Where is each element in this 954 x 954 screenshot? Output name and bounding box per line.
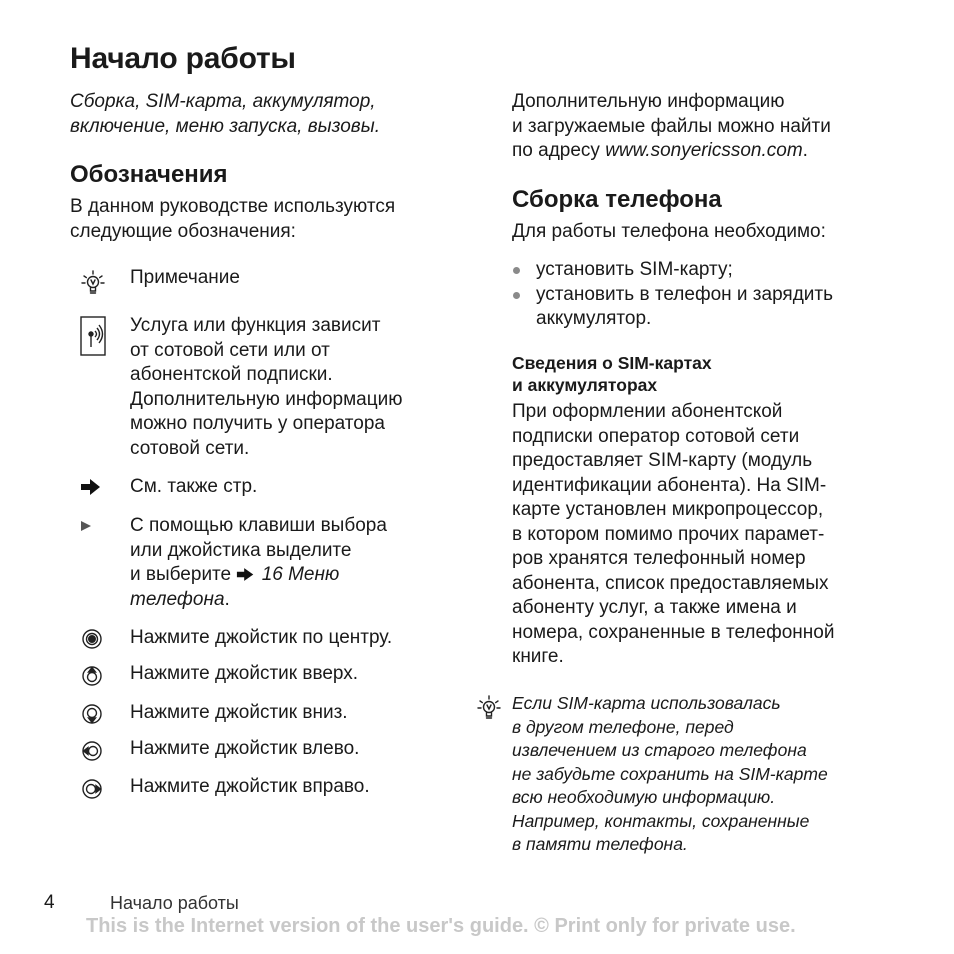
punctuation: .	[802, 140, 808, 161]
joystick-down-icon	[78, 699, 108, 729]
legend-line: Дополнительную информацию	[130, 388, 403, 410]
lightbulb-icon	[474, 693, 504, 723]
paragraph-line: ров хранятся телефонный номер	[512, 548, 806, 569]
footer-section-title: Начало работы	[110, 893, 239, 913]
legend-line: можно получить у оператора	[130, 413, 385, 434]
section-heading-assembly: Сборка телефона	[512, 186, 722, 213]
legend-item-up	[130, 662, 460, 687]
paragraph-line: в котором помимо прочих парамет-	[512, 523, 825, 545]
paragraph-line: карте установлен микропроцессор,	[512, 499, 824, 520]
watermark: This is the Internet version of the user's guide. © Print only for private use.	[86, 915, 796, 937]
subheading-sim-battery	[512, 352, 712, 396]
legend-label: Нажмите джойстик вправо.	[130, 776, 370, 797]
info-line: и загружаемые файлы можно найти	[512, 115, 831, 137]
intro-line: следующие обозначения:	[70, 220, 296, 242]
paragraph-line: идентификации абонента). На SIM-	[512, 474, 827, 496]
paragraph-line: абонента, список предоставляемых	[512, 572, 829, 594]
list-item	[512, 283, 902, 332]
page-title: Начало работы	[70, 42, 296, 75]
note-line: извлечением из старого телефона	[512, 740, 807, 760]
legend-line: или джойстика выделите	[130, 539, 352, 561]
paragraph-line: абоненту услуг, а также имена и	[512, 597, 797, 618]
note-line: не забудьте сохранить на SIM-карте	[512, 763, 828, 784]
network-service-icon	[78, 315, 108, 357]
sim-paragraph	[512, 400, 902, 670]
bullet-icon	[513, 267, 520, 274]
legend-label: См. также стр.	[130, 476, 258, 497]
website-link[interactable]: www.sonyericsson.com	[605, 140, 803, 161]
lightbulb-icon	[78, 268, 108, 298]
note-line: Если SIM-карта использовалась	[512, 693, 781, 713]
arrow-right-icon	[78, 475, 108, 505]
legend-intro	[70, 195, 490, 244]
joystick-left-icon	[78, 736, 108, 766]
joystick-center-icon	[78, 624, 108, 654]
list-item-text: установить SIM-карту;	[536, 259, 733, 280]
paragraph-line: подписки оператор сотовой сети	[512, 425, 800, 447]
legend-item-center	[130, 626, 460, 651]
subheading-line: и аккумуляторах	[512, 375, 658, 395]
info-prefix: по адресу	[512, 140, 606, 161]
legend-line: Услуга или функция зависит	[130, 315, 381, 336]
note-line: Например, контакты, сохраненные	[512, 810, 810, 831]
list-item	[512, 258, 902, 283]
legend-item-select	[130, 514, 460, 612]
assembly-steps-list	[512, 258, 902, 332]
assembly-intro: Для работы телефона необходимо:	[512, 221, 826, 242]
legend-label: Нажмите джойстик по центру.	[130, 627, 393, 648]
info-line	[512, 139, 892, 164]
sim-note	[512, 692, 902, 857]
section-heading-legend: Обозначения	[70, 161, 228, 188]
page-subtitle	[70, 90, 490, 139]
legend-label: Нажмите джойстик вниз.	[130, 702, 348, 723]
legend-item-see-also	[130, 475, 460, 500]
legend-item-down	[130, 701, 460, 726]
list-item-text: установить в телефон и зарядить	[536, 283, 834, 305]
legend-line: абонентской подписки.	[130, 364, 333, 385]
paragraph-line: книге.	[512, 646, 564, 667]
legend-line	[130, 563, 460, 588]
note-line: в другом телефоне, перед	[512, 716, 734, 737]
info-line: Дополнительную информацию	[512, 91, 785, 112]
legend-line: С помощью клавиши выбора	[130, 515, 387, 536]
legend-label: Нажмите джойстик вверх.	[130, 663, 359, 684]
more-info-text	[512, 90, 892, 164]
subheading-line: Сведения о SIM-картах	[512, 353, 712, 373]
subtitle-line: Сборка, SIM-карта, аккумулятор,	[70, 91, 376, 112]
punctuation: .	[224, 588, 230, 610]
legend-line: сотовой сети.	[130, 437, 250, 459]
paragraph-line: номера, сохраненные в телефонной	[512, 621, 835, 643]
menu-reference-link[interactable]: 16 Меню	[261, 564, 340, 585]
legend-line: от сотовой сети или от	[130, 339, 330, 361]
note-line: в памяти телефона.	[512, 834, 688, 854]
paragraph-line: При оформлении абонентской	[512, 401, 783, 422]
note-line: всю необходимую информацию.	[512, 787, 776, 807]
paragraph-line: предоставляет SIM-карту (модуль	[512, 450, 813, 471]
legend-label: Нажмите джойстик влево.	[130, 738, 360, 759]
legend-item-note	[130, 266, 460, 291]
menu-reference-link-cont[interactable]: телефона	[130, 588, 225, 610]
joystick-up-icon	[78, 661, 108, 691]
legend-label: Примечание	[130, 267, 240, 288]
legend-line-text: и выберите	[130, 564, 232, 585]
arrow-right-icon	[236, 567, 256, 582]
joystick-right-icon	[78, 774, 108, 804]
legend-line	[130, 588, 460, 613]
subtitle-line: включение, меню запуска, вызовы.	[70, 115, 380, 137]
legend-item-left	[130, 737, 460, 762]
legend-item-network	[130, 314, 460, 461]
legend-item-right	[130, 775, 460, 800]
intro-line: В данном руководстве используются	[70, 196, 396, 217]
triangle-right-icon	[78, 515, 108, 545]
page-number: 4	[44, 892, 55, 913]
bullet-icon	[513, 292, 520, 299]
list-item-text: аккумулятор.	[536, 308, 652, 329]
